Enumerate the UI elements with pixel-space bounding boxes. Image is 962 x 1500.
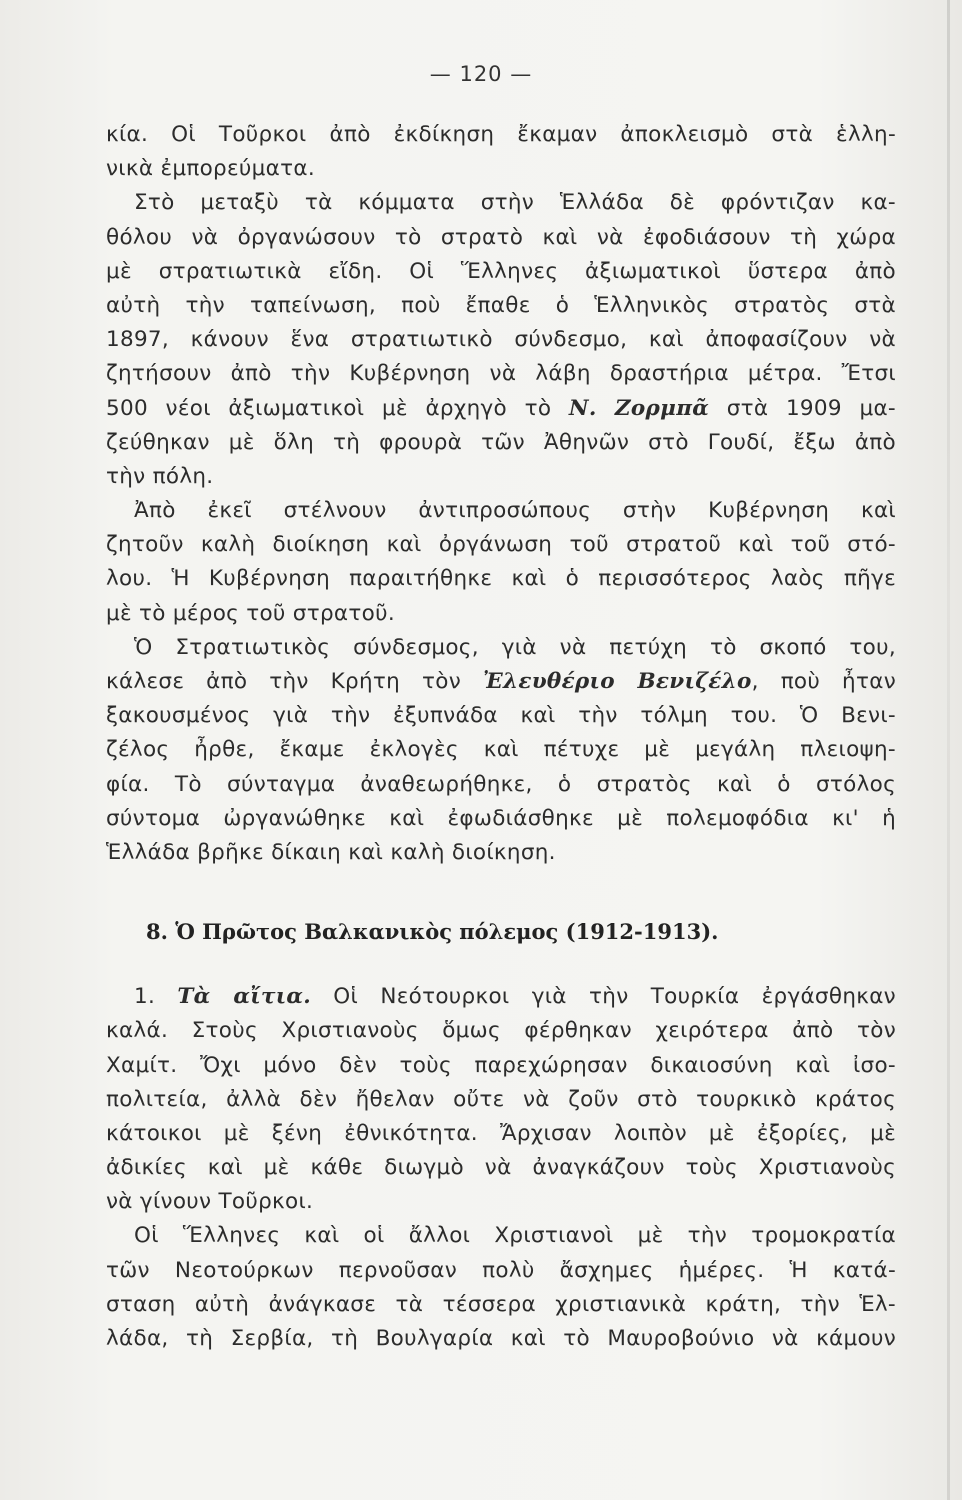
text-line: πολιτεία, ἀλλὰ δὲν ἤθελαν οὔτε νὰ ζοῦν στὸ τουρκικὸ κράτος [106, 1086, 896, 1112]
text-line: καλά. Στοὺς Χριστιανοὺς ὅμως φέρθηκαν χειρότερα ἀπὸ τὸν [106, 1018, 896, 1044]
text-line: Ὁ Στρατιωτικὸς σύνδεσμος, γιὰ νὰ πετύχη τὸ σκοπό του, [134, 634, 896, 660]
text-line: τῶν Νεοτούρκων περνοῦσαν πολὺ ἄσχημες ἡμέρες. Ἡ κατά- [106, 1257, 896, 1283]
text-line-with-name [106, 665, 896, 699]
text-line: σύντομα ὠργανώθηκε καὶ ἐφωδιάσθηκε μὲ πολεμοφόδια κι' ἡ [106, 805, 896, 831]
subsection-title: Τὰ αἴτια. [177, 984, 312, 1010]
text-line: νικὰ ἐμπορεύματα. [106, 156, 315, 182]
text-line: αὐτὴ τὴν ταπείνωση, ποὺ ἔπαθε ὁ Ἑλληνικὸς στρατὸς στὰ [106, 292, 896, 318]
text-line: Χαμίτ. Ὄχι μόνο δὲν τοὺς παρεχώρησαν δικαιοσύνη καὶ ἰσο- [106, 1052, 896, 1078]
text-span: 500 νέοι ἀξιωματικοὶ μὲ ἀρχηγὸ τὸ [106, 395, 569, 421]
section-heading: 8. Ὁ Πρῶτος Βαλκανικὸς πόλεμος (1912-1913). [146, 919, 719, 945]
subsection-number: 1. [134, 984, 178, 1010]
text-line: 1897, κάνουν ἕνα στρατιωτικὸ σύνδεσμο, καὶ ἀποφασίζουν νὰ [106, 327, 896, 353]
text-line: ζεύθηκαν μὲ ὅλη τὴ φρουρὰ τῶν Ἀθηνῶν στὸ Γουδί, ἔξω ἀπὸ [106, 429, 896, 455]
page-number: — 120 — [429, 62, 533, 86]
text-line: νὰ γίνουν Τοῦρκοι. [106, 1189, 314, 1215]
text-line: κάτοικοι μὲ ξένη ἐθνικότητα. Ἄρχισαν λοιπὸν μὲ ἐξορίες, μὲ [106, 1120, 896, 1146]
person-name-zorbas: Ν. Ζορμπᾶ [568, 395, 710, 421]
person-name-venizelos: Ἐλευθέριο Βενιζέλο [482, 669, 752, 694]
text-line: Στὸ μεταξὺ τὰ κόμματα στὴν Ἑλλάδα δὲ φρόντιζαν κα- [134, 190, 896, 216]
text-line: λου. Ἡ Κυβέρνηση παραιτήθηκε καὶ ὁ περισσότερος λαὸς πῆγε [106, 566, 896, 592]
spacer [106, 952, 896, 980]
text-line: τὴν πόλη. [106, 463, 214, 489]
text-line: ζέλος ἦρθε, ἔκαμε ἐκλογὲς καὶ πέτυχε μὲ μεγάλη πλειοψη- [106, 737, 896, 763]
text-line: σταση αὐτὴ ἀνάγκασε τὰ τέσσερα χριστιανικὰ κράτη, τὴν Ἑλ- [106, 1291, 896, 1317]
text-line: θόλου νὰ ὀργανώσουν τὸ στρατὸ καὶ νὰ ἐφοδιάσουν τὴ χώρα [106, 224, 896, 250]
text-span: Οἱ Νεότουρκοι γιὰ τὴν Τουρκία ἐργάσθηκαν [311, 984, 896, 1010]
text-line: Οἱ Ἕλληνες καὶ οἱ ἄλλοι Χριστιανοὶ μὲ τὴν τρομοκρατία [134, 1223, 896, 1249]
text-line: κία. Οἱ Τοῦρκοι ἀπὸ ἐκδίκηση ἔκαμαν ἀποκλεισμὸ στὰ ἑλλη- [106, 122, 896, 147]
text-line: μὲ τὸ μέρος τοῦ στρατοῦ. [106, 600, 395, 626]
page-edge-shadow [947, 0, 950, 1500]
text-span: κάλεσε ἀπὸ τὴν Κρήτη τὸν [106, 669, 483, 694]
text-line: ζητήσουν ἀπὸ τὴν Κυβέρνηση νὰ λάβη δραστήρια μέτρα. Ἔτσι [106, 361, 896, 387]
text-line-with-subheading [106, 980, 896, 1014]
spacer [106, 870, 896, 912]
text-line: ἀδικίες καὶ μὲ κάθε διωγμὸ νὰ ἀναγκάζουν τοὺς Χριστιανοὺς [106, 1155, 896, 1181]
text-span: στὰ 1909 μα- [709, 395, 896, 421]
text-line: λάδα, τὴ Σερβία, τὴ Βουλγαρία καὶ τὸ Μαυροβούνιο νὰ κάμουν [106, 1326, 896, 1351]
page-body [106, 118, 896, 1356]
text-line: ζητοῦν καλὴ διοίκηση καὶ ὀργάνωση τοῦ στρατοῦ καὶ τοῦ στό- [106, 532, 896, 558]
text-line: φία. Τὸ σύνταγμα ἀναθεωρήθηκε, ὁ στρατὸς καὶ ὁ στόλος [106, 771, 896, 797]
text-line: Ἀπὸ ἐκεῖ στέλνουν ἀντιπροσώπους στὴν Κυβέρνηση καὶ [134, 498, 896, 524]
text-span: , ποὺ ἦταν [751, 669, 897, 694]
text-line: Ἑλλάδα βρῆκε δίκαιη καὶ καλὴ διοίκηση. [106, 839, 556, 865]
text-line: ξακουσμένος γιὰ τὴν ἐξυπνάδα καὶ τὴν τόλμη του. Ὁ Βενι- [106, 703, 896, 729]
text-line-with-name [106, 392, 896, 426]
text-line: μὲ στρατιωτικὰ εἴδη. Οἱ Ἕλληνες ἀξιωματικοὶ ὕστερα ἀπὸ [106, 258, 896, 284]
